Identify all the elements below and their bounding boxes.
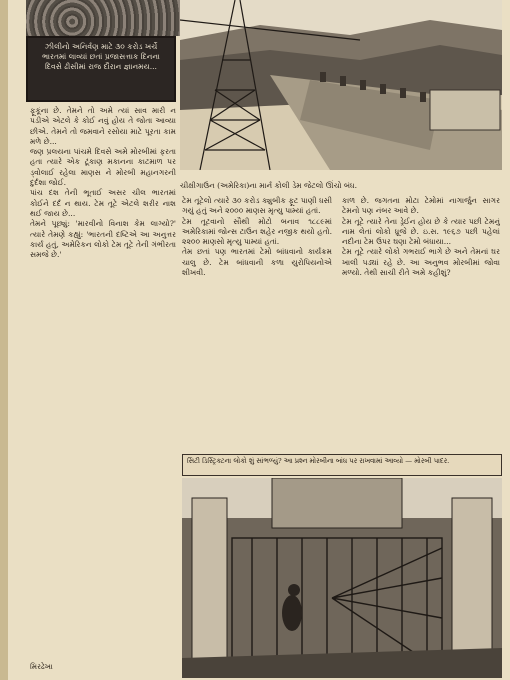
page-edge <box>0 0 8 680</box>
right-column <box>342 196 500 454</box>
left-column <box>30 106 176 660</box>
right-paragraph: કાળ છે. જગતના મોટા ટેમોમાં નાગાર્જુન સાગર ટેમનો પણ નંબર આવે છે. <box>342 196 500 216</box>
left-paragraph: તેમને પૂછ્યું: 'મારવીનો વિનાશ કેમ લાગ્યો?' ત્યારે તેમણે કહ્યું: 'ભારતની દષ્ટિએ આ અનુત્તર કાર્ય હતું, અમેરિકન લોકો ટેમ તૂટે તેની ગંભીરતા સમજે છે.' <box>30 219 176 260</box>
dam-photo-graphic <box>180 0 502 170</box>
middle-paragraph: ટેમ તૂટેલો ત્યારે ૩૦ કરોડ ક્યુબીક ફૂટ પાણી ધસી ગયું હતું અને ૨૦૦૦ માણસ મૃત્યુ પામ્યાં હતાં. <box>182 196 332 216</box>
top-photo-caption-text: ચીક્ષીગાઉન (અમેરિકા)ના માર્ન કોલી ડેમ જેટલો ઊંચો બંધ. <box>180 181 358 190</box>
bottom-photo <box>182 478 502 678</box>
top-photo <box>180 0 502 170</box>
folio-text: મિરઢેખા <box>30 662 53 671</box>
left-paragraph: પાંચ દશ તેની ભૂતાઈ અસર ચીલ ભારતમાં કોઈને દર્દ ન થાય. ટેમ તૂટે એટલે શરીર નાશ થઈ જાય છે... <box>30 188 176 218</box>
bottom-photo-caption <box>182 454 502 476</box>
left-paragraph: જણ પ્રલયના પાંચમે દિવસે અમે મોરબીમાં ફરતા હતા ત્યારે એક ટૂંકાણ મકાનના કાટમાળ પર ડ્વોલાઈ રહેલા માણસ ને મોરબી મહાનગરની દુર્દશા જોઈ. <box>30 147 176 188</box>
right-paragraph: ટેમ તૂટે ત્યારે તેના ડ્રેઈન હોય છે કે ત્યાર પછી ટેમનું નામ લેતાં લોકો ધ્રૂજે છે. ઇ.સ. ૧૯૬૭ પછી પહેલાં નદીના ટેમ ઉપર ઘણા ટેમો બંધાયા... <box>342 216 500 247</box>
decorative-pattern <box>26 0 180 36</box>
sidebar-callout-text: ઝીલીનો અનિર્વણ માટે ૩૦ કરોડ ખર્ચે ભારતમાં લાવ્યાં છતાં પ્રજાસત્તાક દિનના દિવસે ઢીસીમાં રાજ દૌરાન જ્ઞાનમય... <box>42 42 160 72</box>
middle-column <box>182 196 332 454</box>
right-paragraph: ટેમ તૂટે ત્યારે લોકો ગભરાઈ ભાગે છે અને તેમનાં ઘર ખાલી પડ્યાં રહે છે. આ અનુભવ મોરબીમાં જોવા મળ્યો. તેથી સાચી રીતે અમે કહીશું? <box>342 247 500 278</box>
middle-paragraph: તેમ છતાં પણ ભારતમાં ટેમો બાંધવાનો કાર્યક્રમ ચાલુ છે. ટેમ બાંધવાની કળા યુરોપિયનોએ શીખવી. <box>182 247 332 278</box>
middle-paragraph: ટેમ તૂટવાનો સૌથી મોટો બનાવ ૧૮૮૯માં અમેરિકામાં જોન્સ ટાઉન શહેર નજીક થયો હતો. ૨૨૦૦ માણસો મૃત્યુ પામ્યાં હતાં. <box>182 216 332 247</box>
flood-gate-photo-graphic <box>182 478 502 678</box>
top-photo-caption <box>180 181 502 191</box>
bottom-photo-caption-text: સિટી ડિસ્ટ્રિક્ટના લોકો શું સાંભળ્યું? આ પ્રશ્ન મોરબીના બાંધ પર રાખવામાં આવ્યો — મોરબી પાદર. <box>187 457 450 465</box>
page-folio <box>30 662 53 672</box>
sidebar-callout <box>26 36 176 102</box>
left-paragraph: ફૂકૂંના છે. તેમને તો અમે ત્યાં સાવ મારી ન પડીએ એટલે કે કોઈ નવું હોય તે જોતા આવ્યા છીએ. તેમને તો જમવાને રસોયા માટે પૂરતા કામ મળે છે... <box>30 106 176 146</box>
